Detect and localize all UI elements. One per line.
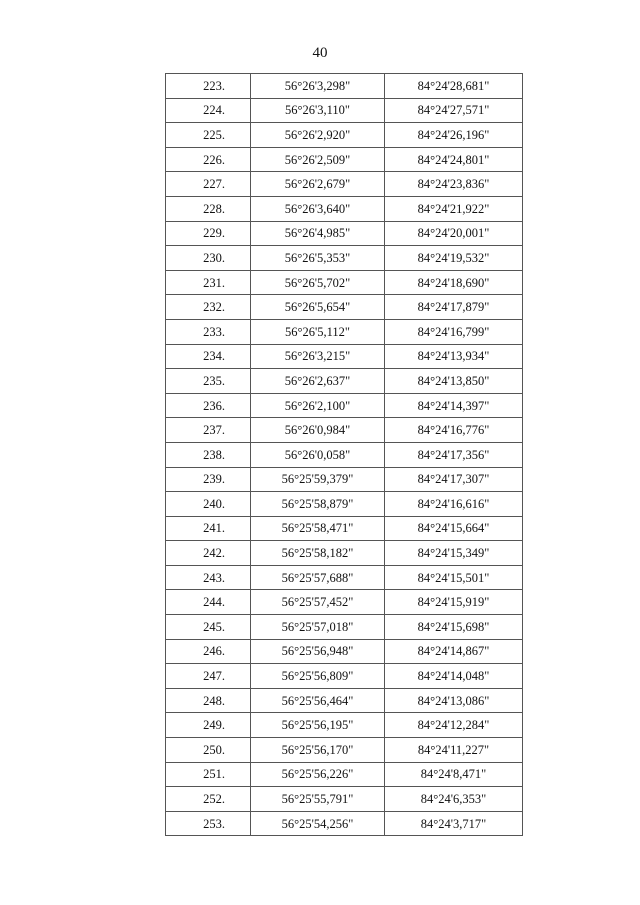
- table-row: [166, 713, 523, 738]
- point-number-cell: 250.: [166, 738, 251, 763]
- point-number-cell: 240.: [166, 492, 251, 517]
- latitude-cell: 56°25'56,809": [251, 664, 385, 689]
- point-number-cell: 236.: [166, 393, 251, 418]
- point-number-cell: 243.: [166, 565, 251, 590]
- point-number-cell: 242.: [166, 541, 251, 566]
- latitude-cell: 56°25'56,195": [251, 713, 385, 738]
- table-row: [166, 738, 523, 763]
- table-row: [166, 467, 523, 492]
- table-row: [166, 196, 523, 221]
- table-row: [166, 762, 523, 787]
- table-row: [166, 418, 523, 443]
- point-number-cell: 239.: [166, 467, 251, 492]
- longitude-cell: 84°24'16,776": [385, 418, 523, 443]
- table-row: [166, 74, 523, 99]
- longitude-cell: 84°24'12,284": [385, 713, 523, 738]
- point-number-cell: 235.: [166, 369, 251, 394]
- longitude-cell: 84°24'17,356": [385, 442, 523, 467]
- latitude-cell: 56°26'3,110": [251, 98, 385, 123]
- table-row: [166, 147, 523, 172]
- table-row: [166, 516, 523, 541]
- longitude-cell: 84°24'21,922": [385, 196, 523, 221]
- longitude-cell: 84°24'16,799": [385, 319, 523, 344]
- table-row: [166, 615, 523, 640]
- latitude-cell: 56°25'56,464": [251, 688, 385, 713]
- table-row: [166, 541, 523, 566]
- longitude-cell: 84°24'6,353": [385, 787, 523, 812]
- longitude-cell: 84°24'13,934": [385, 344, 523, 369]
- point-number-cell: 229.: [166, 221, 251, 246]
- table-row: [166, 393, 523, 418]
- longitude-cell: 84°24'15,698": [385, 615, 523, 640]
- longitude-cell: 84°24'13,850": [385, 369, 523, 394]
- latitude-cell: 56°25'57,452": [251, 590, 385, 615]
- point-number-cell: 223.: [166, 74, 251, 99]
- latitude-cell: 56°26'5,353": [251, 246, 385, 271]
- coordinates-table-body: [166, 74, 523, 836]
- coordinates-table: [165, 73, 523, 836]
- table-row: [166, 688, 523, 713]
- table-row: [166, 295, 523, 320]
- latitude-cell: 56°26'2,679": [251, 172, 385, 197]
- table-row: [166, 787, 523, 812]
- longitude-cell: 84°24'23,836": [385, 172, 523, 197]
- table-row: [166, 639, 523, 664]
- latitude-cell: 56°26'5,654": [251, 295, 385, 320]
- point-number-cell: 224.: [166, 98, 251, 123]
- table-row: [166, 319, 523, 344]
- longitude-cell: 84°24'26,196": [385, 123, 523, 148]
- longitude-cell: 84°24'16,616": [385, 492, 523, 517]
- page-number: 40: [312, 45, 328, 61]
- table-row: [166, 98, 523, 123]
- latitude-cell: 56°26'0,058": [251, 442, 385, 467]
- latitude-cell: 56°26'3,640": [251, 196, 385, 221]
- point-number-cell: 244.: [166, 590, 251, 615]
- latitude-cell: 56°26'2,100": [251, 393, 385, 418]
- table-row: [166, 172, 523, 197]
- latitude-cell: 56°26'2,509": [251, 147, 385, 172]
- point-number-cell: 238.: [166, 442, 251, 467]
- longitude-cell: 84°24'27,571": [385, 98, 523, 123]
- longitude-cell: 84°24'15,919": [385, 590, 523, 615]
- table-row: [166, 442, 523, 467]
- point-number-cell: 231.: [166, 270, 251, 295]
- longitude-cell: 84°24'14,397": [385, 393, 523, 418]
- longitude-cell: 84°24'13,086": [385, 688, 523, 713]
- latitude-cell: 56°25'54,256": [251, 811, 385, 836]
- latitude-cell: 56°26'5,702": [251, 270, 385, 295]
- table-row: [166, 221, 523, 246]
- latitude-cell: 56°26'2,637": [251, 369, 385, 394]
- table-row: [166, 344, 523, 369]
- latitude-cell: 56°26'5,112": [251, 319, 385, 344]
- table-row: [166, 811, 523, 836]
- longitude-cell: 84°24'14,867": [385, 639, 523, 664]
- latitude-cell: 56°25'58,879": [251, 492, 385, 517]
- table-row: [166, 270, 523, 295]
- point-number-cell: 246.: [166, 639, 251, 664]
- longitude-cell: 84°24'24,801": [385, 147, 523, 172]
- point-number-cell: 251.: [166, 762, 251, 787]
- point-number-cell: 253.: [166, 811, 251, 836]
- longitude-cell: 84°24'17,307": [385, 467, 523, 492]
- point-number-cell: 232.: [166, 295, 251, 320]
- longitude-cell: 84°24'15,349": [385, 541, 523, 566]
- longitude-cell: 84°24'28,681": [385, 74, 523, 99]
- longitude-cell: 84°24'19,532": [385, 246, 523, 271]
- latitude-cell: 56°25'59,379": [251, 467, 385, 492]
- latitude-cell: 56°26'3,215": [251, 344, 385, 369]
- point-number-cell: 233.: [166, 319, 251, 344]
- latitude-cell: 56°25'56,948": [251, 639, 385, 664]
- latitude-cell: 56°25'56,170": [251, 738, 385, 763]
- table-row: [166, 590, 523, 615]
- latitude-cell: 56°26'0,984": [251, 418, 385, 443]
- table-row: [166, 123, 523, 148]
- point-number-cell: 234.: [166, 344, 251, 369]
- point-number-cell: 241.: [166, 516, 251, 541]
- longitude-cell: 84°24'18,690": [385, 270, 523, 295]
- point-number-cell: 252.: [166, 787, 251, 812]
- latitude-cell: 56°25'57,018": [251, 615, 385, 640]
- table-row: [166, 664, 523, 689]
- point-number-cell: 247.: [166, 664, 251, 689]
- point-number-cell: 228.: [166, 196, 251, 221]
- latitude-cell: 56°26'3,298": [251, 74, 385, 99]
- latitude-cell: 56°25'55,791": [251, 787, 385, 812]
- point-number-cell: 248.: [166, 688, 251, 713]
- longitude-cell: 84°24'20,001": [385, 221, 523, 246]
- longitude-cell: 84°24'8,471": [385, 762, 523, 787]
- latitude-cell: 56°26'2,920": [251, 123, 385, 148]
- latitude-cell: 56°25'56,226": [251, 762, 385, 787]
- point-number-cell: 225.: [166, 123, 251, 148]
- point-number-cell: 226.: [166, 147, 251, 172]
- longitude-cell: 84°24'11,227": [385, 738, 523, 763]
- longitude-cell: 84°24'15,501": [385, 565, 523, 590]
- point-number-cell: 249.: [166, 713, 251, 738]
- longitude-cell: 84°24'15,664": [385, 516, 523, 541]
- point-number-cell: 237.: [166, 418, 251, 443]
- latitude-cell: 56°25'58,471": [251, 516, 385, 541]
- table-row: [166, 492, 523, 517]
- longitude-cell: 84°24'3,717": [385, 811, 523, 836]
- point-number-cell: 245.: [166, 615, 251, 640]
- latitude-cell: 56°25'58,182": [251, 541, 385, 566]
- point-number-cell: 227.: [166, 172, 251, 197]
- latitude-cell: 56°25'57,688": [251, 565, 385, 590]
- longitude-cell: 84°24'14,048": [385, 664, 523, 689]
- point-number-cell: 230.: [166, 246, 251, 271]
- latitude-cell: 56°26'4,985": [251, 221, 385, 246]
- table-row: [166, 246, 523, 271]
- longitude-cell: 84°24'17,879": [385, 295, 523, 320]
- table-row: [166, 565, 523, 590]
- table-row: [166, 369, 523, 394]
